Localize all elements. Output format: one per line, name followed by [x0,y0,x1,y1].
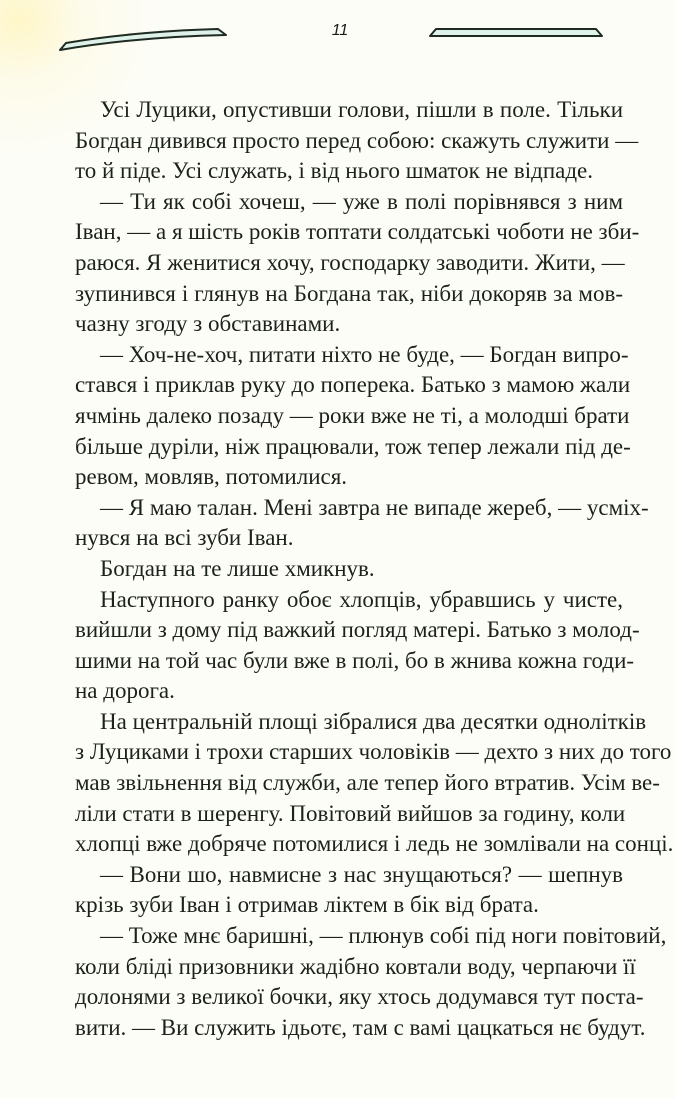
text-line: з Луциками і трохи старших чоловіків — дехто з них до того [75,739,672,765]
text-line: на дорога. [75,678,175,704]
text-line: Богдан на те лише хмикнув. [100,555,375,581]
text-line: нувся на всі зуби Іван. [75,525,294,551]
text-line: вийшли з дому під важкий погляд матері. Батько з молод- [75,617,640,643]
text-line: мав звільнення від служби, але тепер його втратив. Усім ве- [75,770,660,796]
text-line: коли бліді призовники жадібно ковтали воду, черпаючи її [75,953,636,979]
page-number: 11 [331,22,349,39]
text-line: раюся. Я женитися хочу, господарку заводити. Жити, — [75,249,625,275]
text-line: — Я маю талан. Мені завтра не випаде жереб, — усміх- [100,494,649,520]
text-line: долонями з великої бочки, яку хтось додумався тут постa- [75,984,644,1010]
text-line: вити. — Ви служить ідьотє, там с вамі цацкаться нє будут. [75,1014,646,1040]
text-line: більше дуріли, ніж працювали, тож тепер лежали під де- [75,433,631,459]
text-line: Богдан дивився просто перед собою: скажуть служити — [75,127,639,153]
text-line: то й піде. Усі служать, і від нього шматок не відпаде. [75,158,594,184]
left-ornament-rule [58,26,228,52]
text-line: На центральній площі зібралися два десятки однолітків [100,708,647,734]
text-line: Усі Луцики, опустивши голови, пішли в поле. Тільки [100,97,623,122]
right-ornament-rule [428,27,604,37]
text-line: зупинився і глянув на Богдана так, ніби докоряв за мов- [75,280,623,306]
text-line: — Вони шо, навмисне з нас знущаються? — шепнув [100,861,623,887]
text-line: чазну згоду з обставинами. [75,311,341,337]
text-line: хлопці вже добряче потомилися і ледь не зомлівали на сонці. [75,831,674,857]
text-line: ліли стати в шеренгу. Повітовий вийшов за годину, коли [75,800,626,826]
text-line: стався і приклав руку до поперека. Батько з мамою жали [75,372,631,398]
text-line: Наступного ранку обоє хлопців, убравшись у чисте, [100,586,623,612]
text-line: шими на той час були вже в полі, бо в жнива кожна годи- [75,647,635,673]
text-line: ревом, мовляв, потомилися. [75,464,348,490]
body-text [75,95,674,1043]
text-line: — Ти як собі хочеш, — уже в полі порівнявся з ним [100,188,623,214]
text-line: — Хоч-не-хоч, питати ніхто не буде, — Богдан випро- [100,341,629,367]
text-line: ячмінь далеко позаду — роки вже не ті, а молодші брати [75,402,630,428]
text-line: Іван, — а я шість років топтати солдатські чоботи не зби- [75,219,640,245]
running-header [0,0,676,60]
text-line: — Тоже мнє баришні, — плюнув собі під ноги повітовий, [100,923,667,949]
text-line: крізь зуби Іван і отримав ліктем в бік від брата. [75,892,539,918]
